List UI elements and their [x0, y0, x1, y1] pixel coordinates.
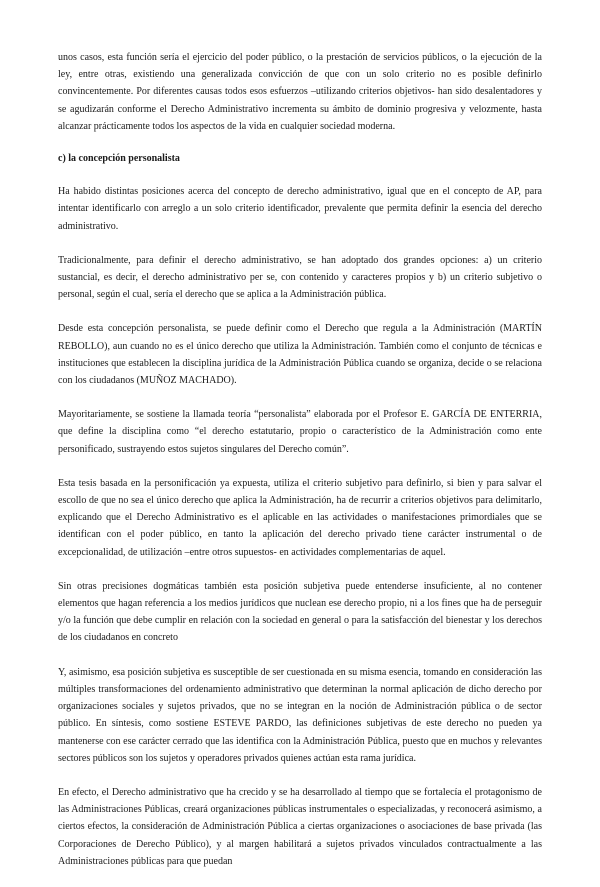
paragraph-esteve-pardo: Y, asimismo, esa posición subjetiva es susceptible de ser cuestionada en su misma esencia, tomando en consideración las múltiples transformaciones del ordenamiento administrativo que determinan la normal aplicación de dicho derecho por organizaciones sociales y sujetos privados, que no se integran en la noción de Administración pública o de sector público. En síntesis, como sostiene ESTEVE PARDO, las definiciones subjetivas de este derecho no pueden ya mantenerse con ese carácter cerrado que las identifica con la Administración Pública, puesto que en muchos y relevantes sectores públicos son los sujetos y operadores privados quienes actúan esta rama jurídica. — [58, 666, 542, 764]
document-page — [58, 49, 542, 887]
paragraph-positions: Ha habido distintas posiciones acerca del concepto de derecho administrativo, igual que en el concepto de AP, para intentar identificarlo con arreglo a un solo criterio identificador, prevalente que permita definir la esencia del derecho administrativo. — [58, 186, 542, 232]
paragraph-intro-continuation: unos casos, esta función sería el ejercicio del poder público, o la prestación de servicios públicos, o la ejecución de la ley, entre otras, existiendo una generalizada convicción de que con un solo criterio no es posible definirlo convincentemente. Por diferentes causas todos esos esfuerzos –utilizando criterios objetivos- han sido desalentadores y se agudizarán conforme el Derecho Administrativo incrementa su ámbito de dominio progresiva y velozmente, hasta alcanzar prácticamente todos los aspectos de la vida en cualquier sociedad moderna. — [58, 52, 542, 132]
paragraph-insufficiency: Sin otras precisiones dogmáticas también esta posición subjetiva puede entenderse insuficiente, al no contener elementos que hagan referencia a los medios jurídicos que nuclean ese derecho propio, ni a los fines que ha de perseguir y/o la función que debe cumplir en relación con la sociedad en general o para la satisfacción del bienestar y los derechos de los ciudadanos en concreto — [58, 580, 542, 644]
paragraph-garcia-de-enterria: Mayoritariamente, se sostiene la llamada teoría “personalista” elaborada por el Profesor E. GARCÍA DE ENTERRIA, que define la disciplina como “el derecho estatutario, propio o característico de la Administración como ente personificado, sustrayendo estos sujetos singulares del Derecho común”. — [58, 409, 542, 455]
section-heading: c) la concepción personalista — [58, 153, 180, 165]
paragraph-personification-thesis: Esta tesis basada en la personificación ya expuesta, utiliza el criterio subjetivo para definirlo, si bien y para salvar el escollo de que no sea el único derecho que aplica la Administración, ha de recurrir a criterios objetivos para delimitarlo, explicando que el Derecho Administrativo es el aplicable en las actividades o manifestaciones primordiales que se identifican con el poder público, en tanto la aplicación del derecho privado tiene carácter instrumental o de excepcionalidad, de utilización –entre otros supuestos- en actividades complementarias de aquel. — [58, 477, 542, 558]
paragraph-personalist-definition: Desde esta concepción personalista, se puede definir como el Derecho que regula a la Administración (MARTÍN REBOLLO), aun cuando no es el único derecho que utiliza la Administración. También como el conjunto de técnicas e instituciones que establecen la disciplina jurídica de la Administración Pública cuando se organiza, decide o se relaciona con los ciudadanos (MUÑOZ MACHADO). — [58, 323, 542, 387]
paragraph-traditional-options: Tradicionalmente, para definir el derecho administrativo, se han adoptado dos grandes opciones: a) un criterio sustancial, es decir, el derecho administrativo per se, con contenido y caracteres propios y b) un criterio subjetivo o personal, según el cual, sería el derecho que se aplica a la Administración pública. — [58, 254, 542, 301]
paragraph-public-administrations: En efecto, el Derecho administrativo que ha crecido y se ha desarrollado al tiempo que se fortalecía el protagonismo de las Administraciones Públicas, creará organizaciones públicas instrumentales o especializadas, y reconocerá asimismo, a ciertos efectos, la consideración de Administración Pública a ciertas organizaciones o asociaciones de base privada (las Corporaciones de Derecho Público), y al margen habilitará a sujetos privados vinculados contractualmente a las Administraciones públicas para que puedan — [58, 786, 542, 867]
